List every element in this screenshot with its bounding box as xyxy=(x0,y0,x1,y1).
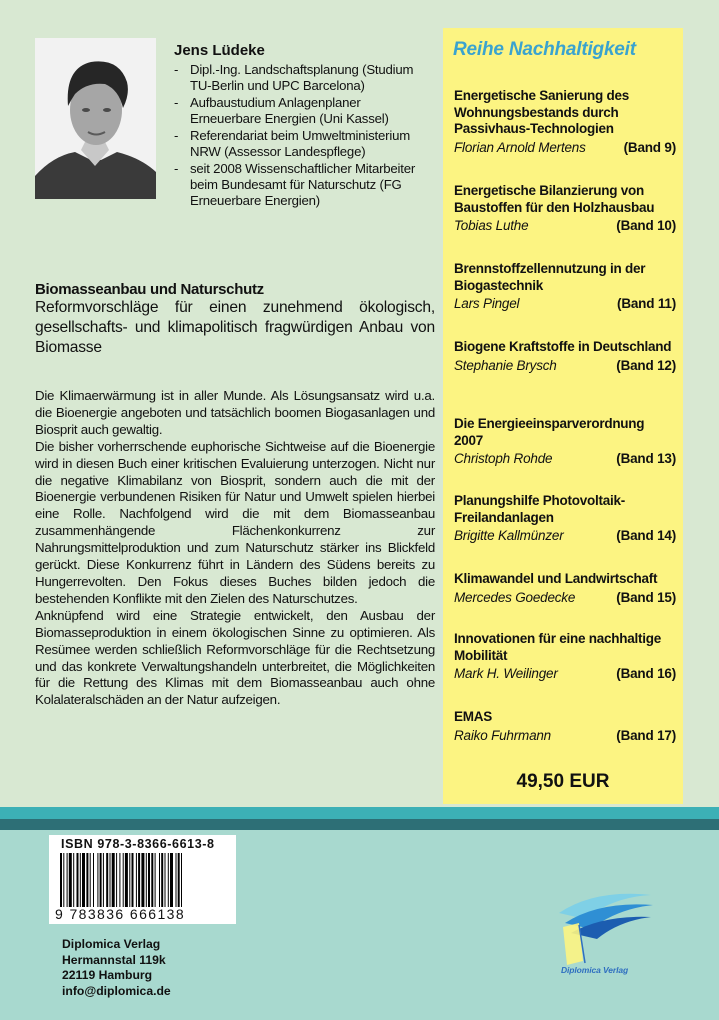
series-book-meta xyxy=(454,295,676,312)
barcode-bar xyxy=(106,853,108,907)
barcode-digits: 9 783836 666138 xyxy=(55,906,185,922)
credential-item: - Dipl.-Ing. Landschaftsplanung (Studium TU-Berlin und UPC Barcelona) xyxy=(174,62,424,94)
series-book-title: Energetische Bilanzierung von Baustoffen für den Holzhausbau xyxy=(454,183,655,215)
publisher-line: info@diplomica.de xyxy=(62,983,171,998)
description-paragraph: Die Klimaerwärmung ist in aller Munde. Als Lösungsansatz wird u.a. die Bioenergie angeboten und tatsächlich boomen Biogasanlagen und Biosprit auch gewaltig. xyxy=(35,388,435,437)
series-book-band: (Band 11) xyxy=(617,296,676,311)
divider-stripe-dark xyxy=(0,819,719,830)
series-book-title: Biogene Kraftstoffe in Deutschland xyxy=(454,339,672,354)
barcode-bar xyxy=(138,853,140,907)
series-book-title: EMAS xyxy=(454,709,493,724)
series-book-author: Tobias Luthe xyxy=(454,218,529,233)
barcode-bar xyxy=(90,853,91,907)
series-book-author: Brigitte Kallmünzer xyxy=(454,528,564,543)
barcode-bar xyxy=(67,853,68,907)
barcode-bar xyxy=(148,853,150,907)
barcode-bar xyxy=(86,853,88,907)
publisher-line: Hermannstal 119k xyxy=(62,952,166,967)
author-portrait xyxy=(35,38,156,199)
barcode xyxy=(60,853,226,907)
barcode-bar xyxy=(155,853,156,907)
series-book-title: Planungshilfe Photovoltaik-Freilandanlagen xyxy=(454,493,626,525)
series-book-meta xyxy=(454,450,676,467)
publisher-logo-icon xyxy=(555,883,655,978)
series-book-band: (Band 15) xyxy=(616,589,676,605)
series-book-title: Energetische Sanierung des Wohnungsbestands durch Passivhaus-Technologien xyxy=(454,88,630,136)
series-book-author: Mark H. Weilinger xyxy=(454,666,558,681)
book-subtitle: Reformvorschläge für einen zunehmend ökologisch, gesellschafts- und klimapolitisch fragwürdigen Anbau von Biomasse xyxy=(35,299,435,356)
series-book-meta xyxy=(454,727,676,744)
barcode-bar xyxy=(60,853,62,907)
barcode-bar xyxy=(181,853,182,907)
barcode-bar xyxy=(146,853,147,907)
barcode-bar xyxy=(119,853,120,907)
credential-item: - Referendariat beim Umweltministerium NRW (Assessor Landespflege) xyxy=(174,128,424,160)
series-book-title: Die Energieeinsparverordnung 2007 xyxy=(454,416,645,448)
barcode-bar xyxy=(97,853,98,907)
series-book-meta xyxy=(454,139,676,156)
description-paragraph: Anknüpfend wird eine Strategie entwickelt, den Ausbau der Biomasseproduktion in einem ökologischen Sinne zu optimieren. Als Resümee werden schließlich Reformvorschläge für die Rechtsetzung und das konkrete Verwaltungshandeln unterbreitet, die Möglichkeiten für die Rettung des Klimas mit dem Biomasseanbau auch ohne Kolalateralschäden an der Natur aufzeigen. xyxy=(35,607,435,708)
series-book-author: Stephanie Brysch xyxy=(454,357,557,373)
barcode-bar xyxy=(100,853,102,907)
barcode-bar xyxy=(73,853,74,907)
barcode-bar xyxy=(170,853,173,907)
isbn-label: ISBN 978-3-8366-6613-8 xyxy=(61,837,215,851)
barcode-bar xyxy=(136,853,137,907)
barcode-bar xyxy=(141,853,144,907)
series-book-meta xyxy=(454,217,676,234)
series-book-meta xyxy=(454,665,676,682)
series-book-meta xyxy=(454,589,676,606)
series-book xyxy=(454,183,676,234)
series-book-title: Brennstoffzellennutzung in der Biogastechnik xyxy=(454,261,646,293)
barcode-bar xyxy=(123,853,124,907)
barcode-bar xyxy=(82,853,85,907)
series-book-band: (Band 17) xyxy=(616,727,676,743)
barcode-bar xyxy=(112,853,115,907)
publisher-address xyxy=(62,937,171,999)
publisher-line: Diplomica Verlag xyxy=(62,937,161,951)
series-book-band: (Band 10) xyxy=(616,218,676,233)
barcode-bar xyxy=(129,853,130,907)
series-book-author: Mercedes Goedecke xyxy=(454,589,576,605)
series-book xyxy=(454,261,676,312)
publisher-logo-text: Diplomica Verlag xyxy=(561,965,629,975)
series-book-band: (Band 16) xyxy=(616,666,676,681)
series-book-title: Innovationen für eine nachhaltige Mobilität xyxy=(454,631,662,663)
series-title: Reihe Nachhaltigkeit xyxy=(453,39,636,60)
barcode-bar xyxy=(132,853,134,907)
book-description xyxy=(35,388,435,709)
barcode-bar xyxy=(168,853,169,907)
series-book-author: Raiko Fuhrmann xyxy=(454,727,551,743)
barcode-bar xyxy=(116,853,117,907)
price: 49,50 EUR xyxy=(516,771,610,792)
series-book-band: (Band 9) xyxy=(623,139,676,155)
barcode-bar xyxy=(151,853,153,907)
barcode-bar xyxy=(125,853,128,907)
barcode-bar xyxy=(77,853,79,907)
publisher-line: 22119 Hamburg xyxy=(62,968,153,982)
series-book xyxy=(454,709,676,744)
barcode-bar xyxy=(110,853,111,907)
series-book-title: Klimawandel und Landwirtschaft xyxy=(454,571,658,586)
series-book xyxy=(454,571,676,606)
series-book xyxy=(454,339,676,374)
series-book xyxy=(454,631,676,682)
series-book-author: Christoph Rohde xyxy=(454,451,553,466)
description-paragraph: Die bisher vorherrschende euphorische Sichtweise auf die Bioenergie wird in diesen Buch einer kritischen Evaluierung unterzogen. Nicht nur die negative Klimabilanz von Biosprit, sondern auch die mit der Bioenergie verbundenen Risiken für Natur und Umwelt spielen hierbei eine Rolle. Nachfolgend wird die mit dem Biomasseanbau zusammenhängende Flächenkonkurrenz zur Nahrungsmittelproduktion und zum Naturschutz stärker ins Blickfeld gerückt. Diese Konkurrenz führt in Ländern des Südens bereits zu Hungerrevolten. Den Fokus dieses Buches bilden jedoch die bestehenden Konflikte mit den Zielen des Naturschutzes. xyxy=(35,438,435,606)
barcode-bar xyxy=(80,853,81,907)
series-book-band: (Band 14) xyxy=(616,528,676,543)
series-panel xyxy=(443,28,683,804)
credential-item: - Aufbaustudium Anlagenplaner Erneuerbare Energien (Uni Kassel) xyxy=(174,95,424,127)
series-book-meta xyxy=(454,527,676,544)
barcode-bar xyxy=(63,853,64,907)
barcode-bar xyxy=(103,853,104,907)
series-book xyxy=(454,493,676,544)
isbn-barcode-box xyxy=(49,835,236,924)
book-title: Biomasseanbau und Naturschutz xyxy=(35,281,264,298)
credential-item: - seit 2008 Wissenschaftlicher Mitarbeiter beim Bundesamt für Naturschutz (FG Erneuerbare Energien) xyxy=(174,161,424,209)
series-book xyxy=(454,88,676,156)
barcode-bar xyxy=(159,853,160,907)
series-book xyxy=(454,416,676,467)
barcode-bar xyxy=(161,853,163,907)
series-book-meta xyxy=(454,357,676,374)
series-book-author: Florian Arnold Mertens xyxy=(454,139,586,155)
author-info xyxy=(174,42,424,210)
barcode-bar xyxy=(165,853,166,907)
barcode-bar xyxy=(176,853,177,907)
barcode-bar xyxy=(178,853,180,907)
series-book-band: (Band 13) xyxy=(616,451,676,466)
author-credentials xyxy=(174,62,424,209)
series-book-author: Lars Pingel xyxy=(454,296,520,311)
barcode-bar xyxy=(69,853,72,907)
series-book-band: (Band 12) xyxy=(616,357,676,373)
barcode-bar xyxy=(93,853,94,907)
divider-stripe-light xyxy=(0,807,719,819)
author-name: Jens Lüdeke xyxy=(174,42,265,59)
